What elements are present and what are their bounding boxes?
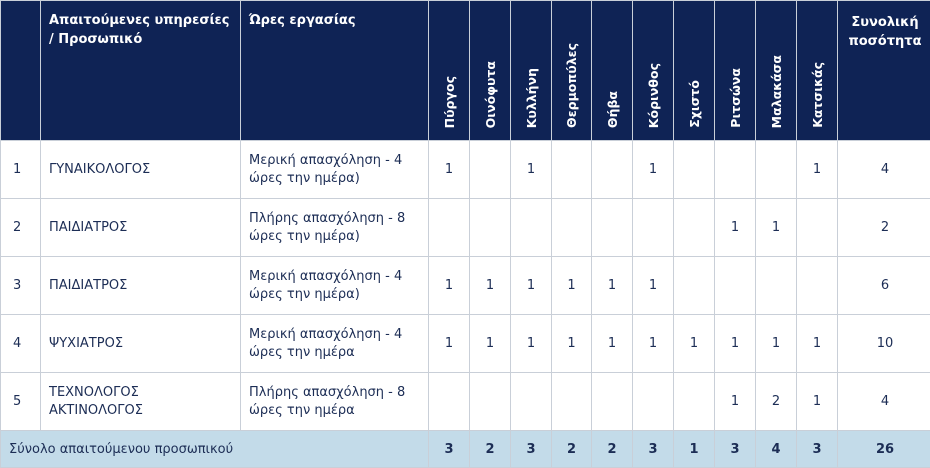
header-location-katsikas [797,1,838,141]
footer-count: 2 [470,431,511,468]
row-count: 1 [797,315,838,373]
row-count [756,141,797,199]
header-location-ritsona [715,1,756,141]
header-location-label: Μαλακάσα [769,55,784,128]
footer-count: 3 [511,431,552,468]
footer-count: 3 [633,431,674,468]
header-location-label: Ριτσώνα [728,68,743,128]
footer-count: 2 [592,431,633,468]
header-location-oinofyta [470,1,511,141]
header-row [1,1,930,141]
row-index: 4 [1,315,41,373]
row-count [633,199,674,257]
row-count: 1 [756,315,797,373]
row-count: 1 [429,141,470,199]
footer-count: 3 [797,431,838,468]
table-row [1,141,930,199]
row-hours: Μερική απασχόληση - 4 ώρες την ημέρα [241,315,429,373]
row-service: ΨΥΧΙΑΤΡΟΣ [41,315,241,373]
table-header [1,1,930,141]
row-count [715,257,756,315]
row-index: 1 [1,141,41,199]
row-count: 1 [592,257,633,315]
row-count: 1 [633,141,674,199]
row-count [674,141,715,199]
footer-count: 2 [552,431,592,468]
header-location-thermopyles [552,1,592,141]
row-count: 1 [511,141,552,199]
row-count: 1 [552,257,592,315]
row-count: 1 [633,257,674,315]
table-body [1,141,930,431]
row-count [552,199,592,257]
row-count [797,257,838,315]
row-count [715,141,756,199]
header-service: Απαιτούμενες υπηρεσίες / Προσωπικό [41,1,241,141]
row-hours: Μερική απασχόληση - 4 ώρες την ημέρα) [241,257,429,315]
row-service: ΤΕΧΝΟΛΟΓΟΣ ΑΚΤΙΝΟΛΟΓΟΣ [41,373,241,431]
row-count: 1 [470,315,511,373]
row-count [633,373,674,431]
header-location-kyllini [511,1,552,141]
table-row [1,257,930,315]
row-count: 1 [470,257,511,315]
row-service: ΓΥΝΑΙΚΟΛΟΓΟΣ [41,141,241,199]
row-count [470,373,511,431]
row-count [511,199,552,257]
header-location-label: Κυλλήνη [524,68,539,128]
row-count: 1 [511,257,552,315]
row-count [674,199,715,257]
footer-row [1,431,930,468]
header-location-pyrgos [429,1,470,141]
row-count: 1 [715,199,756,257]
row-count [592,373,633,431]
row-count: 1 [429,257,470,315]
row-count [674,257,715,315]
row-service: ΠΑΙΔΙΑΤΡΟΣ [41,257,241,315]
footer-count: 4 [756,431,797,468]
row-count [674,373,715,431]
row-index: 2 [1,199,41,257]
row-count: 1 [715,315,756,373]
row-count: 1 [674,315,715,373]
header-location-label: Κόρινθος [646,63,661,128]
header-location-label: Πύργος [442,76,457,128]
header-location-label: Κατσικάς [810,62,825,128]
header-location-schisto [674,1,715,141]
row-count [552,373,592,431]
row-count [797,199,838,257]
row-count [552,141,592,199]
footer-count: 1 [674,431,715,468]
row-count: 1 [592,315,633,373]
row-count: 1 [715,373,756,431]
row-index: 3 [1,257,41,315]
header-location-thiva [592,1,633,141]
row-hours: Πλήρης απασχόληση - 8 ώρες την ημέρα) [241,199,429,257]
table-row [1,315,930,373]
header-total: Συνολική ποσότητα [838,1,930,141]
row-hours: Πλήρης απασχόληση - 8 ώρες την ημέρα [241,373,429,431]
footer-count: 3 [429,431,470,468]
row-hours: Μερική απασχόληση - 4 ώρες την ημέρα) [241,141,429,199]
header-location-korinthos [633,1,674,141]
row-total: 2 [838,199,930,257]
row-total: 4 [838,373,930,431]
row-count: 1 [797,141,838,199]
footer-label: Σύνολο απαιτούμενου προσωπικού [1,431,429,468]
table-row [1,373,930,431]
footer-total: 26 [838,431,930,468]
row-count: 1 [797,373,838,431]
row-total: 4 [838,141,930,199]
header-location-label: Οινόφυτα [483,61,498,128]
row-count: 1 [429,315,470,373]
row-count [470,199,511,257]
row-count: 1 [756,199,797,257]
header-hours: Ώρες εργασίας [241,1,429,141]
row-count [756,257,797,315]
footer-count: 3 [715,431,756,468]
row-count: 1 [552,315,592,373]
row-count [429,199,470,257]
row-count: 1 [633,315,674,373]
row-index: 5 [1,373,41,431]
row-service: ΠΑΙΔΙΑΤΡΟΣ [41,199,241,257]
row-count [592,141,633,199]
row-count [511,373,552,431]
row-count [470,141,511,199]
table-row [1,199,930,257]
table-footer [1,431,930,468]
row-total: 6 [838,257,930,315]
header-location-label: Θήβα [605,91,620,128]
row-count [429,373,470,431]
row-count: 1 [511,315,552,373]
row-total: 10 [838,315,930,373]
row-count [592,199,633,257]
header-location-label: Σχιστό [687,80,702,128]
header-index [1,1,41,141]
row-count: 2 [756,373,797,431]
header-location-label: Θερμοπύλες [564,43,579,128]
header-location-malakasa [756,1,797,141]
